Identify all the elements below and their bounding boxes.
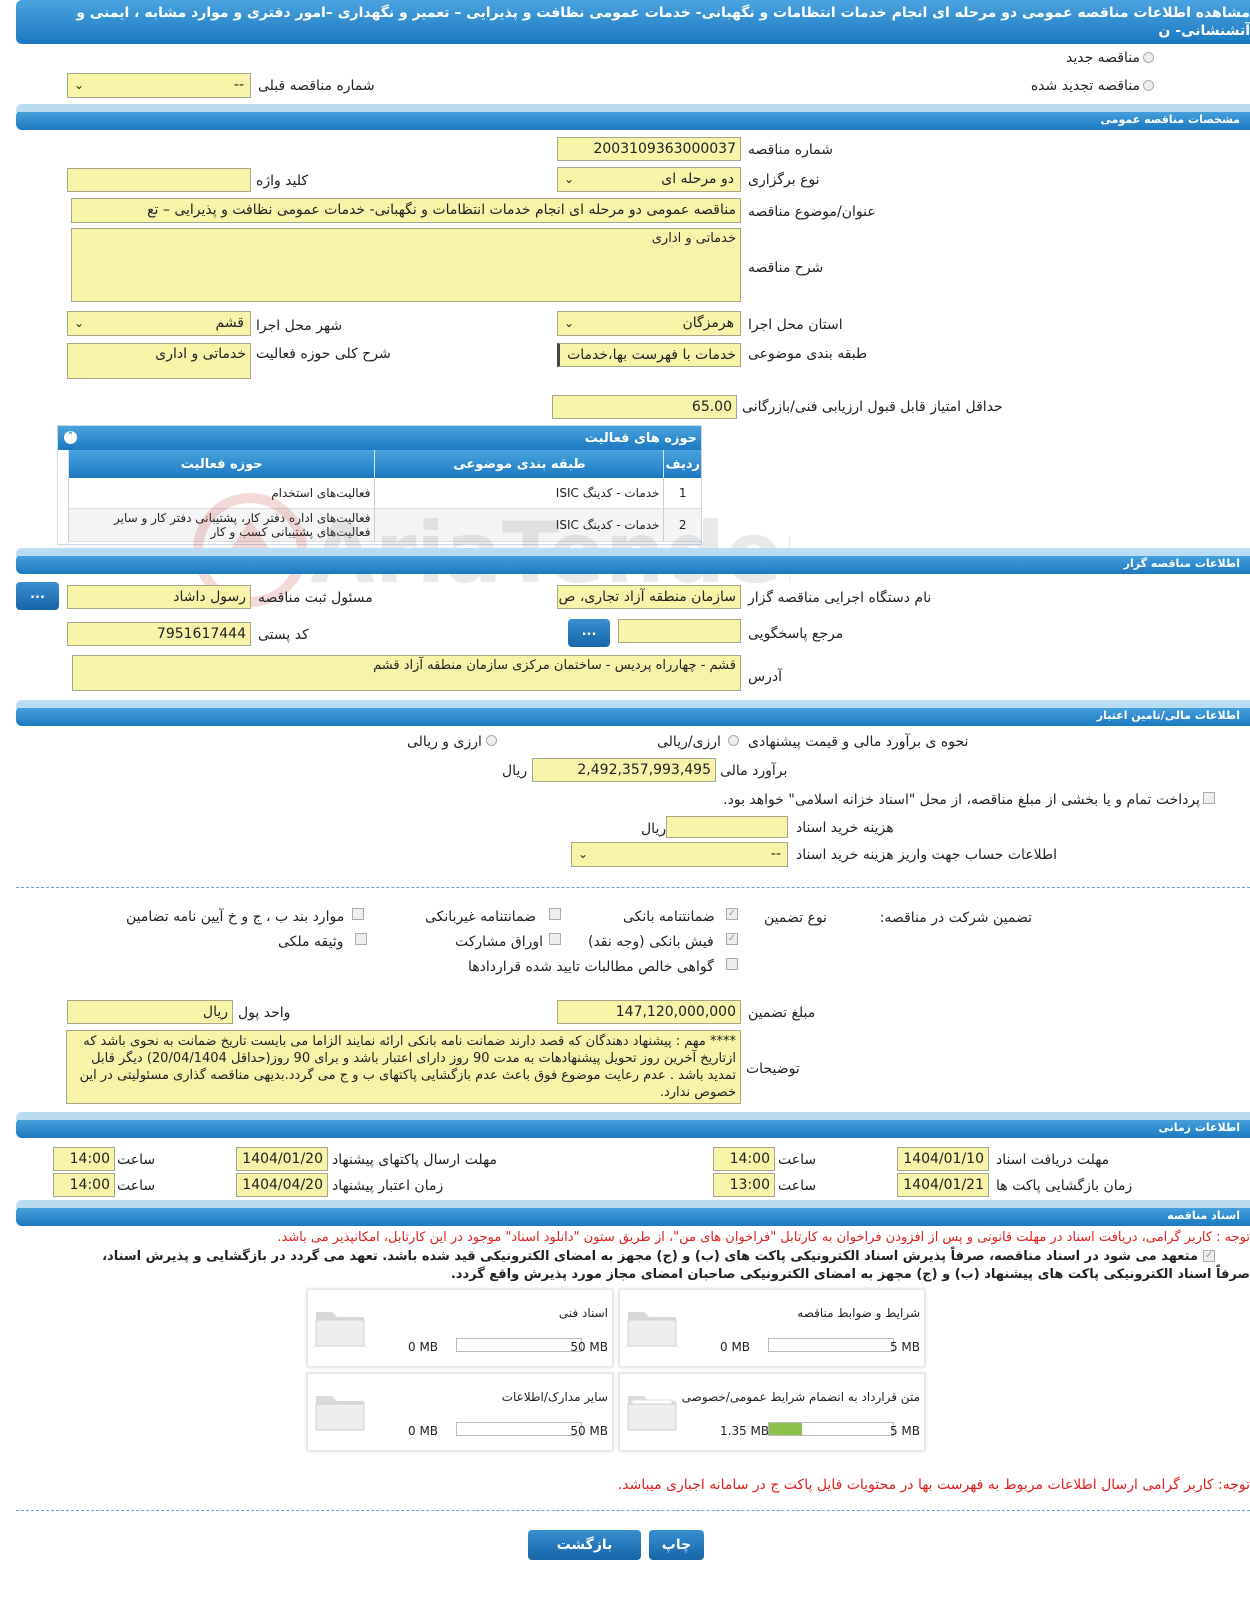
prev-number-label: شماره مناقصه قبلی — [258, 78, 375, 94]
chevron-down-icon: ⌄ — [74, 316, 85, 330]
row-category: خدمات - کدینگ ISIC — [375, 508, 664, 541]
validity-time-label: ساعت — [117, 1178, 156, 1194]
upload-progress — [768, 1338, 894, 1352]
col-category: طبقه بندی موضوعی — [375, 450, 664, 478]
notes-field[interactable]: **** مهم : پیشنهاد دهندگان که قصد دارند ضمانت نامه بانکی ارائه نمایند الزاما می بایست تاریخ ضمانت به نحوی باشد که ازتاریخ آخرین روز تحویل پیشنهادهات به مدت 90 روز دارای اعتبار باشد و برای 90 روز(حداقل 20/04/1404) دیگر قابل تمدید باشد . عدم رعایت موضوع فوق باعث عدم بازگشایی پاکتهای ب و ج می گردد.بدیهی مناقصه گذاری مسئولیتی در این خصوص ندارد. — [66, 1030, 741, 1104]
row-scope: فعالیت‌های استخدام — [69, 478, 375, 508]
footer-notice: توجه: کاربر گرامی ارسال اطلاعات مربوط به فهرست بها در محتویات فایل پاکت ج در سامانه اجباری میباشد. — [617, 1477, 1250, 1493]
radio-renewed-tender[interactable] — [1143, 80, 1154, 91]
reference-field[interactable] — [618, 619, 741, 643]
address-field[interactable]: قشم - چهارراه پردیس - ساختمان مرکزی سازمان منطقه آزاد قشم — [72, 655, 741, 691]
currency-field[interactable]: ریال — [67, 1000, 233, 1024]
row-index: 2 — [664, 508, 701, 541]
page-title-bar — [16, 0, 1250, 44]
keyword-field[interactable] — [67, 168, 251, 192]
col-scope: حوزه فعالیت — [69, 450, 375, 478]
section-documents-header: اسناد مناقصه — [16, 1206, 1250, 1226]
commit-text-1: متعهد می شود در اسناد مناقصه، صرفاً پذیرش اسناد الکترونیکی پاکت های (ب) و (ج) مجهز به امضای الکترونیکی قید شده باشد. تعهد می گردد در بازگشایی و پذیرش اسناد، — [102, 1249, 1198, 1264]
non-bank-checkbox[interactable] — [549, 908, 561, 920]
category-field[interactable]: خدمات با فهرست بها،خدمات — [557, 343, 741, 367]
regulation-label: موارد بند ب ، ج و خ آیین نامه تضامین — [126, 909, 345, 925]
upload-progress — [456, 1422, 582, 1436]
validity-time[interactable]: 14:00 — [53, 1173, 115, 1197]
opening-date[interactable]: 1404/01/21 — [897, 1173, 989, 1197]
send-deadline-label: مهلت ارسال پاکتهای پیشنهاد — [332, 1152, 498, 1168]
property-label: وثیقه ملکی — [278, 934, 344, 950]
print-button[interactable]: چاپ — [649, 1530, 704, 1560]
keyword-label: کلید واژه — [256, 173, 309, 189]
tender-number-label: شماره مناقصه — [748, 142, 833, 158]
bank-guarantee-checkbox[interactable]: ✓ — [727, 908, 737, 919]
type-label: نوع برگزاری — [748, 172, 820, 188]
upload-progress — [456, 1338, 582, 1352]
bonds-checkbox[interactable] — [549, 933, 561, 945]
postal-label: کد پستی — [258, 627, 309, 643]
doc-deadline-label: مهلت دریافت اسناد — [996, 1152, 1110, 1168]
activity-panel-header — [58, 426, 701, 450]
row-category: خدمات - کدینگ ISIC — [375, 478, 664, 508]
row-scope: فعالیت‌های اداره دفتر کار، پشتیبانی دفتر کار و سایر فعالیت‌های پشتیبانی کسب و کار — [69, 508, 375, 541]
radio-renewed-label: مناقصه تجدید شده — [1030, 78, 1140, 94]
documents-notice: توجه : کاربر گرامی، دریافت اسناد در مهلت قانونی و پس از افزودن فراخوان به کارتابل "فراخوان های من"، از طریق ستون "دانلود اسناد" موجود در این کارتابل، امکانپذیر می باشد. — [277, 1230, 1250, 1245]
doc-deadline-time-label: ساعت — [778, 1152, 817, 1168]
postal-field[interactable]: 7951617444 — [67, 622, 251, 646]
type-select[interactable]: دو مرحله ای ⌄ — [557, 167, 741, 192]
account-label: اطلاعات حساب جهت واریز هزینه خرید اسناد — [796, 847, 1058, 863]
estimate-field[interactable]: 2,492,357,993,495 — [532, 758, 716, 782]
send-deadline-time[interactable]: 14:00 — [53, 1147, 115, 1171]
section-finance-header: اطلاعات مالی/تامین اعتبار — [16, 706, 1250, 726]
treasury-label: پرداخت تمام و یا بخشی از مبلغ مناقصه، از محل "اسناد خزانه اسلامی" خواهد بود. — [723, 792, 1200, 808]
registrar-field[interactable]: رسول داشاد — [67, 585, 251, 609]
subject-label: عنوان/موضوع مناقصه — [748, 204, 876, 220]
chevron-down-icon: ⌄ — [578, 847, 589, 861]
non-bank-label: ضمانتنامه غیربانکی — [425, 909, 537, 925]
commit-checkbox[interactable]: ✓ — [1204, 1250, 1214, 1261]
commit-text-2: صرفاً اسناد الکترونیکی پاکت های پیشنهاد (ب) و (ج) مجهز به امضای الکترونیکی صاحبان امضای مجاز مورد پذیرش واقع گردد. — [450, 1267, 1250, 1282]
folder-icon — [314, 1304, 366, 1348]
province-label: استان محل اجرا — [748, 317, 843, 333]
doc-card-other[interactable]: سایر مدارک/اطلاعات 50 MB 0 MB — [307, 1373, 613, 1451]
subject-field[interactable]: مناقصه عمومی دو مرحله ای انجام خدمات انتظامات و نگهبانی- خدمات عمومی نظافت و پذیرایی – تع — [71, 198, 741, 223]
province-select[interactable]: هرمزگان ⌄ — [557, 311, 741, 336]
org-label: نام دستگاه اجرایی مناقصه گزار — [748, 590, 932, 606]
doc-cost-unit: ریال — [641, 821, 667, 837]
currency-label: واحد پول — [238, 1005, 291, 1021]
doc-deadline-time[interactable]: 14:00 — [713, 1147, 775, 1171]
category-label: طبقه بندی موضوعی — [748, 346, 868, 362]
row-index: 1 — [664, 478, 701, 508]
send-deadline-date[interactable]: 1404/01/20 — [236, 1147, 328, 1171]
description-label: شرح مناقصه — [748, 260, 824, 276]
city-select[interactable]: قشم ⌄ — [67, 311, 251, 336]
guarantee-type-label: نوع تضمین — [764, 910, 827, 926]
folder-icon — [626, 1388, 678, 1432]
notes-label: توضیحات — [746, 1061, 800, 1077]
opening-time-label: ساعت — [778, 1178, 817, 1194]
estimate-label: برآورد مالی — [720, 763, 788, 779]
chevron-down-icon: ⌄ — [74, 78, 85, 92]
chevron-down-icon: ⌄ — [564, 316, 575, 330]
radio-currency-rial[interactable] — [728, 735, 739, 746]
registrar-label: مسئول ثبت مناقصه — [258, 590, 373, 606]
collapse-icon[interactable]: ˄ — [64, 431, 77, 444]
guarantee-title: تضمین شرکت در مناقصه: — [879, 910, 1032, 926]
description-field[interactable]: خدماتی و اداری — [71, 228, 741, 302]
doc-deadline-date[interactable]: 1404/01/10 — [897, 1147, 989, 1171]
radio-new-tender[interactable] — [1143, 52, 1154, 63]
method-label: نحوه ی برآورد مالی و قیمت پیشنهادی — [748, 734, 969, 750]
estimate-unit: ریال — [502, 763, 528, 779]
section-general-header: مشخصات مناقصه عمومی — [16, 110, 1250, 130]
receivables-checkbox[interactable] — [726, 958, 738, 970]
regulation-checkbox[interactable] — [352, 908, 364, 920]
prev-number-select[interactable]: -- ⌄ — [67, 73, 251, 98]
min-score-field[interactable]: 65.00 — [552, 395, 737, 419]
folder-icon — [314, 1388, 366, 1432]
amount-field[interactable]: 147,120,000,000 — [557, 1000, 741, 1024]
page-title: مشاهده اطلاعات مناقصه عمومی دو مرحله ای انجام خدمات انتظامات و نگهبانی- خدمات عمومی نظافت و پذیرایی – تعمیر و نگهداری –امور دفتری و موارد مشابه ، ایمنی و آتشنشانی- ن — [76, 5, 1250, 39]
section-organizer-header: اطلاعات مناقصه گزار — [16, 554, 1250, 574]
folder-icon — [626, 1304, 678, 1348]
receivables-label: گواهی خالص مطالبات تایید شده قراردادها — [468, 959, 714, 975]
reference-lookup-button[interactable]: ... — [568, 619, 610, 647]
scope-label: شرح کلی حوزه فعالیت — [256, 346, 391, 362]
min-score-label: حداقل امتیاز قابل قبول ارزیابی فنی/بازرگانی — [742, 399, 1003, 415]
amount-label: مبلغ تضمین — [748, 1005, 816, 1021]
opening-time[interactable]: 13:00 — [713, 1173, 775, 1197]
divider — [16, 887, 1250, 888]
radio-currency-and-rial-label: ارزی و ریالی — [407, 734, 482, 750]
account-select[interactable]: -- ⌄ — [571, 842, 788, 867]
property-checkbox[interactable] — [355, 933, 367, 945]
doc-cost-label: هزینه خرید اسناد — [796, 820, 894, 836]
bank-guarantee-label: ضمانتنامه بانکی — [623, 909, 715, 925]
scope-field[interactable]: خدماتی و اداری — [67, 343, 251, 379]
doc-cost-field[interactable] — [666, 816, 788, 838]
radio-currency-and-rial[interactable] — [486, 735, 497, 746]
chevron-down-icon: ⌄ — [564, 172, 575, 186]
divider — [16, 1510, 1250, 1511]
radio-new-label: مناقصه جدید — [1065, 50, 1140, 66]
opening-label: زمان بازگشایی پاکت ها — [996, 1178, 1133, 1194]
bank-receipt-label: فیش بانکی (وجه نقد) — [588, 934, 714, 950]
address-label: آدرس — [748, 669, 782, 685]
section-timing-header: اطلاعات زمانی — [16, 1118, 1250, 1138]
bonds-label: اوراق مشارکت — [455, 934, 544, 950]
city-label: شهر محل اجرا — [256, 318, 343, 334]
send-deadline-time-label: ساعت — [117, 1152, 156, 1168]
reference-label: مرجع پاسخگویی — [748, 626, 844, 642]
bank-receipt-checkbox[interactable]: ✓ — [727, 933, 737, 944]
validity-label: زمان اعتبار پیشنهاد — [332, 1178, 444, 1194]
validity-date[interactable]: 1404/04/20 — [236, 1173, 328, 1197]
treasury-checkbox[interactable] — [1203, 792, 1215, 804]
registrar-lookup-button[interactable]: ... — [16, 582, 59, 610]
doc-card-conditions[interactable]: شرایط و ضوابط مناقصه 5 MB 0 MB — [619, 1289, 925, 1367]
tender-number-field[interactable]: 2003109363000037 — [557, 137, 741, 161]
col-index: ردیف — [664, 450, 701, 478]
back-button[interactable]: بازگشت — [528, 1530, 641, 1560]
radio-currency-rial-label: ارزی/ریالی — [657, 734, 721, 750]
doc-card-contract[interactable]: متن قرارداد به انضمام شرایط عمومی/خصوصی 5 MB 1.35 MB — [619, 1373, 925, 1451]
doc-card-technical[interactable]: اسناد فنی 50 MB 0 MB — [307, 1289, 613, 1367]
org-field[interactable]: سازمان منطقه آزاد تجاری، ص — [557, 585, 741, 609]
activity-panel-title: حوزه های فعالیت — [584, 431, 697, 446]
upload-progress — [768, 1422, 894, 1436]
